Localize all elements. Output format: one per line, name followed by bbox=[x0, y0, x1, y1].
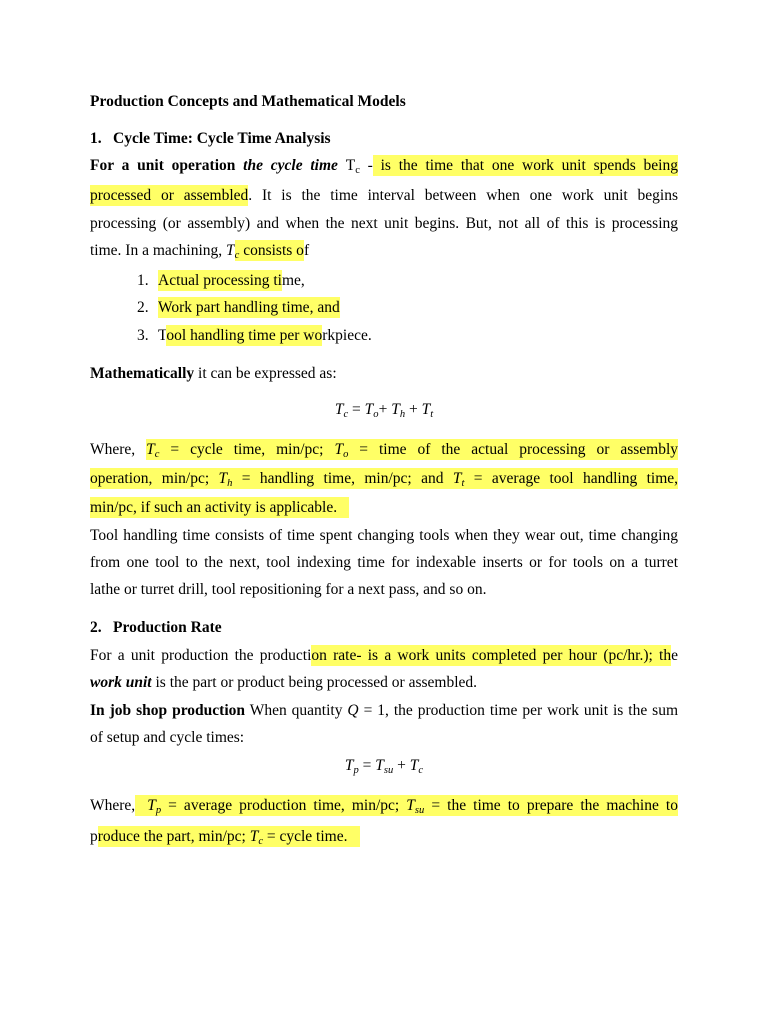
symbol-base: T bbox=[391, 401, 400, 418]
paragraph-line bbox=[90, 439, 678, 461]
section-title: Cycle Time: Cycle Time Analysis bbox=[113, 130, 331, 147]
section-2-heading bbox=[90, 617, 678, 639]
highlighted-text bbox=[135, 795, 678, 816]
list-number: 3. bbox=[137, 327, 149, 344]
symbol-subscript: h bbox=[399, 408, 406, 420]
symbol-subscript: t bbox=[461, 477, 465, 489]
symbol-subscript: o bbox=[373, 408, 379, 420]
symbol-base: T bbox=[218, 470, 228, 487]
symbol-base: T bbox=[452, 470, 462, 487]
paragraph-line: Tool handling time consists of time spent changing tools when they wear out, time changing bbox=[90, 527, 678, 544]
lead-text: In job shop production bbox=[90, 702, 246, 719]
body-text: f bbox=[303, 242, 310, 259]
highlight-words: = cycle time, min/pc; bbox=[159, 441, 335, 458]
highlighted-text bbox=[235, 240, 304, 261]
body-text: is the part or product being processed or assembled. bbox=[151, 674, 478, 691]
body-text: it can be expressed as: bbox=[194, 365, 337, 382]
body-text: = 1, the production time per work unit is the sum bbox=[358, 702, 679, 719]
symbol-subscript: c bbox=[154, 448, 160, 460]
symbol-subscript: c bbox=[258, 835, 263, 847]
symbol-subscript: p bbox=[155, 804, 162, 816]
symbol-subscript: h bbox=[227, 477, 233, 489]
paragraph-line bbox=[90, 795, 678, 817]
paragraph-line: processing (or assembly) and when the next unit begins. But, not all of this is processing bbox=[90, 215, 678, 232]
paragraph-line bbox=[90, 826, 678, 848]
body-text: When quantity bbox=[245, 702, 348, 719]
paragraph-line bbox=[90, 155, 678, 177]
equation-operator: + bbox=[393, 757, 410, 774]
document-title: Production Concepts and Mathematical Models bbox=[90, 93, 406, 110]
defined-term: work unit bbox=[90, 674, 152, 691]
paragraph-line bbox=[90, 672, 678, 694]
lead-text: Mathematically bbox=[90, 365, 195, 382]
highlight-words: roduce the part, min/pc; bbox=[97, 828, 250, 845]
symbol-base: T bbox=[226, 242, 235, 259]
body-text: Where, bbox=[90, 797, 136, 814]
paragraph-line: from one tool to the next, tool indexing time for indexable inserts or for tools on a turret bbox=[90, 554, 678, 571]
body-text: rkpiece. bbox=[322, 327, 372, 344]
equation-operator: + bbox=[405, 401, 422, 418]
list-item bbox=[137, 270, 678, 292]
highlight-words: = time of the actual processing or assembly bbox=[348, 441, 679, 458]
highlight-words: = cycle time. bbox=[263, 828, 348, 845]
list-number: 1. bbox=[137, 272, 149, 289]
symbol-subscript: c bbox=[418, 764, 424, 776]
symbol-base: T bbox=[334, 441, 344, 458]
lead-text: For a unit operation bbox=[90, 157, 244, 174]
paragraph-line: of setup and cycle times: bbox=[90, 729, 245, 746]
body-text: For a unit production the producti bbox=[90, 647, 312, 664]
variable-q: Q bbox=[347, 702, 359, 719]
symbol-subscript: c bbox=[234, 249, 240, 261]
body-text: me, bbox=[281, 272, 305, 289]
highlighted-text: is the time that one work unit spends being bbox=[372, 157, 678, 174]
equation-operator: = bbox=[358, 757, 376, 774]
symbol-subscript: c bbox=[355, 164, 360, 176]
paragraph-line bbox=[90, 700, 678, 722]
symbol-base: T bbox=[409, 757, 419, 774]
symbol-base: T bbox=[406, 797, 415, 814]
highlighted-text bbox=[98, 826, 360, 847]
equation-operator: + bbox=[378, 401, 392, 418]
equation-cycle-time bbox=[90, 399, 678, 421]
highlighted-text: processed or assembled bbox=[90, 187, 249, 204]
list-item bbox=[137, 297, 678, 319]
symbol-base: T bbox=[364, 401, 374, 418]
body-text: Where, bbox=[90, 441, 147, 458]
equation-operator: = bbox=[348, 401, 365, 418]
list-item bbox=[137, 325, 678, 347]
body-text: T bbox=[158, 327, 167, 344]
symbol-base: T bbox=[344, 757, 354, 774]
body-text: e bbox=[671, 647, 678, 664]
defined-term: the cycle time bbox=[243, 157, 346, 174]
paragraph-line bbox=[90, 185, 678, 207]
symbol-subscript: t bbox=[430, 408, 434, 420]
symbol-base: T bbox=[147, 797, 156, 814]
body-text: . It is the time interval between when one work unit begins bbox=[248, 187, 678, 204]
symbol-subscript: p bbox=[353, 764, 359, 776]
highlight-words: = the time to prepare the machine to bbox=[424, 797, 678, 814]
symbol-base: T bbox=[249, 828, 259, 845]
highlighted-text: Work part handling time, and bbox=[158, 299, 340, 316]
section-number: 2. bbox=[90, 619, 102, 636]
highlight-words: consists o bbox=[239, 242, 304, 259]
highlighted-text: Actual processing ti bbox=[158, 272, 282, 289]
highlighted-text bbox=[146, 439, 678, 460]
highlighted-text bbox=[90, 468, 678, 489]
highlighted-text: ool handling time per wo bbox=[166, 327, 323, 344]
symbol-base: T bbox=[421, 401, 431, 418]
paragraph-line: lathe or turret drill, tool repositioning for a next pass, and so on. bbox=[90, 581, 487, 598]
symbol-base: T bbox=[334, 401, 344, 418]
body-text: time. In a machining, bbox=[90, 242, 227, 259]
highlighted-text: min/pc, if such an activity is applicable. bbox=[90, 497, 349, 518]
symbol-subscript: su bbox=[383, 764, 394, 776]
symbol-subscript: o bbox=[343, 448, 349, 460]
symbol-base: T bbox=[375, 757, 384, 774]
section-1-heading bbox=[90, 128, 678, 150]
paragraph-line bbox=[90, 363, 678, 385]
body-text: p bbox=[90, 828, 98, 845]
symbol-base: T bbox=[345, 157, 356, 174]
highlight-words: operation, min/pc; bbox=[90, 470, 219, 487]
section-number: 1. bbox=[90, 130, 102, 147]
paragraph-line bbox=[90, 240, 678, 262]
paragraph-line bbox=[90, 645, 678, 667]
symbol-base: T bbox=[146, 441, 155, 458]
paragraph-line bbox=[90, 468, 678, 490]
list-number: 2. bbox=[137, 299, 149, 316]
symbol-subscript: c bbox=[343, 408, 349, 420]
paragraph-line bbox=[90, 497, 678, 519]
highlight-words: = handling time, min/pc; and bbox=[232, 470, 453, 487]
highlighted-text: on rate- is a work units completed per hour (pc/hr.); th bbox=[311, 647, 672, 664]
section-title: Production Rate bbox=[113, 619, 222, 636]
symbol-subscript: su bbox=[414, 804, 425, 816]
dash: - bbox=[359, 157, 373, 174]
highlight-words: = average production time, min/pc; bbox=[161, 797, 407, 814]
equation-production-time bbox=[90, 755, 678, 777]
highlight-words: = average tool handling time, bbox=[464, 470, 678, 487]
